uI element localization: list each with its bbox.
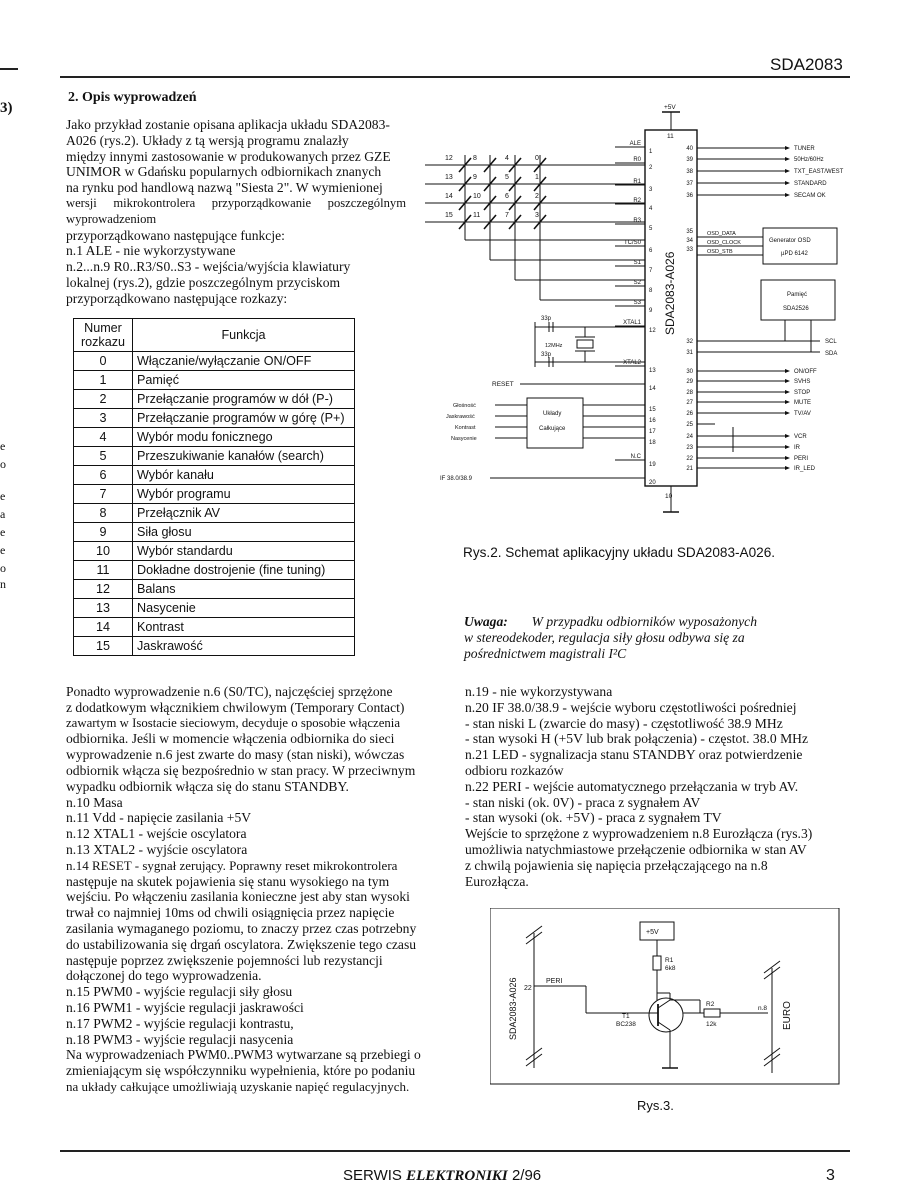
note: Uwaga: W przypadku odbiorników wyposażonych w stereodekoder, regulacja siły głosu odbywa się za pośrednictwem magistrali I²C — [464, 614, 758, 661]
pin-number: 26 — [686, 411, 693, 417]
pin-name: TC/S0 — [623, 240, 641, 246]
table-row: 13 Nasycenie — [74, 599, 355, 618]
pin-signal-label: ON/OFF — [794, 369, 817, 375]
svg-text:T1: T1 — [622, 1013, 630, 1020]
pin-bottom: 10 — [665, 493, 673, 500]
pin-number: 24 — [686, 434, 693, 440]
pin-number: 20 — [649, 480, 656, 486]
footer-magazine: SERWIS ELEKTRONIKI 2/96 — [343, 1167, 542, 1184]
table-row: 10 Wybór standardu — [74, 542, 355, 561]
pin-number: 31 — [686, 350, 693, 356]
figure-3-caption: Rys.3. — [637, 1098, 674, 1113]
right-pins — [686, 146, 843, 472]
pin-number: 12 — [649, 328, 656, 334]
memory-chip — [697, 280, 837, 357]
pin-number: 39 — [686, 157, 693, 163]
pin-number: 34 — [686, 238, 693, 244]
euro-label: EURO — [782, 1001, 793, 1030]
svg-text:22: 22 — [524, 985, 532, 992]
svg-text:Nasycenie: Nasycenie — [451, 436, 477, 442]
header-part: SDA2083 — [770, 55, 843, 74]
figure-3-frame — [490, 908, 839, 1084]
intro-paragraph: Jako przykład zostanie opisana aplikacja układu SDA2083- A026 (rys.2). Układy z tą wersją programu znalazły między innymi zastosowanie w produkowanych przez GZE UNIMOR w Gdańsku popularnych odbiornikach znanych na rynku pod handlową nazwą "Siesta 2". W wymienionej wersji mikrokontrolera przyporządkowanie poszczególnym wyprowadzeniom przyporządkowano następujące funkcje: n.1 ALE - nie wykorzystywane n.2...n.9 R0..R3/S0..S3 - wejścia/wyjścia klawiatury lokalnej (rys.2), gdzie poszczególnym przyciskom przyporządkowano następujące rozkazy: — [66, 117, 406, 306]
key-number: 10 — [473, 193, 481, 200]
svg-text:µPD 6142: µPD 6142 — [781, 251, 808, 257]
pin-number: 32 — [686, 339, 693, 345]
pin-number: 40 — [686, 146, 693, 152]
pin-name: R3 — [633, 218, 641, 224]
table-row: 12 Balans — [74, 580, 355, 599]
pin-number: 25 — [686, 422, 693, 428]
svg-text:SDA2526: SDA2526 — [783, 306, 809, 312]
key-number: 0 — [535, 155, 539, 162]
svg-text:12MHz: 12MHz — [545, 343, 563, 349]
vcc-label: +5V — [664, 104, 676, 111]
pin-name: S3 — [633, 300, 641, 306]
table-row: 0 Włączanie/wyłączanie ON/OFF — [74, 352, 355, 371]
svg-text:Układy: Układy — [543, 411, 562, 417]
table-header-row: Numer rozkazu Funkcja — [74, 319, 355, 352]
header-rule — [60, 76, 850, 78]
svg-text:SCL: SCL — [825, 339, 837, 345]
command-table — [73, 318, 355, 656]
pin-number: 22 — [686, 456, 693, 462]
key-number: 4 — [505, 155, 509, 162]
left-column-text: Ponadto wyprowadzenie n.6 (S0/TC), najczęściej sprzężone z dodatkowym włącznikiem chwilowym (Temporary Contact) zawartym w Isostacie sieciowym, decyduje o sposobie włączenia odbiornika. Jeśli w momencie włączenia odbiornika do sieci wyprowadzenie n.6 jest zwarte do masy (stan niski), wówczas odbiornik włącza się bezpośrednio w stan pracy. W przeciwnym wypadku odbiornik włącza się do stanu STANDBY. n.10 Masa n.11 Vdd - napięcie zasilania +5V n.12 XTAL1 - wejście oscylatora n.13 XTAL2 - wyjście oscylatora n.14 RESET - sygnał zerujący. Poprawny reset mikrokontrolera następuje na skutek pojawienia się stanu wysokiego na tym wejściu. Po włączeniu zasilania konieczne jest aby stan wysoki trwał co najmniej 10ms od chwili osiągnięcia przez napięcie zasilania wymaganego poziomu, to znaczy przez czas potrzebny do ustabilizowania się drgań oscylatora. Zwiększenie tego czasu następuje poprzez zwiększenie pojemności lub rezystancji dołączonej do tego wyprowadzenia. n.15 PWM0 - wyjście regulacji siły głosu n.16 PWM1 - wyjście regulacji jaskrawości n.17 PWM2 - wyjście regulacji kontrastu, n.18 PWM3 - wyjście regulacji nasycenia Na wyprowadzeniach PWM0..PWM3 wytwarzane są przebiegi o zmieniającym się współczynniku wypełnienia, które po podaniu na układy całkujące umożliwiają uzyskanie napięć regulacyjnych. — [66, 684, 421, 1094]
svg-text:33p: 33p — [541, 352, 552, 358]
pin-name: ALE — [629, 141, 641, 147]
svg-text:Głośność: Głośność — [453, 403, 476, 409]
svg-text:6k8: 6k8 — [665, 965, 676, 972]
pin-name: S1 — [633, 260, 641, 266]
pin-signal-label: IR — [794, 445, 800, 451]
key-number: 1 — [535, 174, 539, 181]
pin-signal-label: VCR — [794, 434, 807, 440]
left-pins — [615, 141, 656, 486]
pin-number: 3 — [649, 187, 653, 193]
pin-signal-label: SVHS — [794, 379, 811, 385]
pin-number: 27 — [686, 400, 693, 406]
table-row: 4 Wybór modu fonicznego — [74, 428, 355, 447]
svg-text:Pamięć: Pamięć — [787, 292, 808, 298]
table-row: 8 Przełącznik AV — [74, 504, 355, 523]
page-number: 3 — [826, 1167, 835, 1184]
svg-text:12k: 12k — [706, 1021, 717, 1028]
pin-number: 6 — [649, 248, 653, 254]
note-label: Uwaga: — [464, 614, 508, 629]
table-row: 2 Przełączanie programów w dół (P-) — [74, 390, 355, 409]
figure-2-schematic — [415, 100, 855, 520]
table-row: 7 Wybór programu — [74, 485, 355, 504]
table-row: 3 Przełączanie programów w górę (P+) — [74, 409, 355, 428]
key-number: 12 — [445, 155, 453, 162]
pin-signal-label: SECAM OK — [794, 193, 826, 199]
key-number: 5 — [505, 174, 509, 181]
svg-text:BC238: BC238 — [616, 1021, 636, 1028]
osd-generator — [697, 228, 837, 264]
pin-number: 28 — [686, 390, 693, 396]
pin-number: 5 — [649, 226, 653, 232]
margin-mark: 3) — [0, 100, 13, 116]
pin-signal-label: 50Hz/60Hz — [794, 157, 824, 163]
integrators — [446, 398, 645, 448]
footer-rule — [60, 1150, 850, 1152]
table-row: 5 Przeszukiwanie kanałów (search) — [74, 447, 355, 466]
pin-number: 18 — [649, 440, 656, 446]
pin-number: 30 — [686, 369, 693, 375]
pin-number: 37 — [686, 181, 693, 187]
table-row: 15 Jaskrawość — [74, 637, 355, 656]
pin-number: 17 — [649, 429, 656, 435]
pin-number: 4 — [649, 206, 653, 212]
pin-signal-label: STANDARD — [794, 181, 827, 187]
svg-text:PERI: PERI — [546, 978, 563, 985]
svg-text:OSD_CLOCK: OSD_CLOCK — [707, 240, 741, 246]
figure-3-schematic — [490, 908, 840, 1088]
pin-number: 7 — [649, 268, 653, 274]
pin-number: 21 — [686, 466, 693, 472]
svg-text:n.8: n.8 — [758, 1005, 768, 1012]
key-number: 6 — [505, 193, 509, 200]
key-number: 11 — [473, 212, 481, 219]
svg-text:Całkujące: Całkujące — [539, 426, 566, 432]
key-number: 7 — [505, 212, 509, 219]
pin-number: 15 — [649, 407, 656, 413]
key-number: 8 — [473, 155, 477, 162]
pin-name: XTAL2 — [623, 360, 641, 366]
pin-signal-label: TUNER — [794, 146, 815, 152]
reset-label: RESET — [492, 381, 514, 388]
pin-name: R2 — [633, 198, 641, 204]
svg-text:Generator OSD: Generator OSD — [769, 238, 811, 244]
fig3-chip-label: SDA2083-A026 — [508, 977, 518, 1040]
if-label: IF 38.0/38.9 — [440, 476, 473, 482]
pin-signal-label: STOP — [794, 390, 811, 396]
svg-text:R1: R1 — [665, 957, 674, 964]
pin-number: 36 — [686, 193, 693, 199]
svg-text:Kontrast: Kontrast — [455, 425, 476, 431]
figure-2-caption: Rys.2. Schemat aplikacyjny układu SDA2083-A026. — [463, 545, 776, 560]
pin-number: 33 — [686, 247, 693, 253]
svg-text:SDA: SDA — [825, 351, 838, 357]
pin-signal-label: TV/AV — [794, 411, 811, 417]
pin-name: XTAL1 — [623, 320, 641, 326]
table-row: 1 Pamięć — [74, 371, 355, 390]
key-number: 14 — [445, 193, 453, 200]
right-column-text: n.19 - nie wykorzystywana n.20 IF 38.0/38.9 - wejście wyboru częstotliwości pośredniej - stan niski L (zwarcie do masy) - częstotliwość 38.9 MHz - stan wysoki H (+5V lub brak połączenia) - częstot. 38.0 MHz n.21 LED - sygnalizacja stanu STANDBY oraz potwierdzenie odbioru rozkazów n.22 PERI - wejście automatycznego przełączania w tryb AV. - stan niski (ok. 0V) - praca z sygnałem AV - stan wysoki (ok. +5V) - praca z sygnałem TV Wejście to sprzężone z wyprowadzeniem n.8 Eurozłącza (rys.3) umożliwia natychmiastowe przełączenie odbiornika w stan AV z chwilą pojawienia się napięcia przełączającego na n.8 Eurozłącza. — [465, 684, 813, 889]
margin-dash — [0, 68, 18, 70]
pin-number: 1 — [649, 149, 653, 155]
key-number: 3 — [535, 212, 539, 219]
key-number: 2 — [535, 193, 539, 200]
pin-name: N.C — [630, 454, 641, 460]
key-number: 13 — [445, 174, 453, 181]
pin-number: 14 — [649, 386, 656, 392]
pin-number: 2 — [649, 165, 653, 171]
table-row: 9 Siła głosu — [74, 523, 355, 542]
pin-number: 35 — [686, 229, 693, 235]
pin-number: 23 — [686, 445, 693, 451]
pin-signal-label: PERI — [794, 456, 809, 462]
pin-number: 29 — [686, 379, 693, 385]
svg-text:R2: R2 — [706, 1001, 715, 1008]
pin-name: R0 — [633, 157, 641, 163]
key-number: 15 — [445, 212, 453, 219]
table-row: 6 Wybór kanału — [74, 466, 355, 485]
key-number: 9 — [473, 174, 477, 181]
pin-name: S2 — [633, 280, 641, 286]
keyboard-matrix — [425, 155, 645, 300]
pin-number: 38 — [686, 169, 693, 175]
chip-label: SDA2083-A026 — [663, 251, 677, 335]
pin-name: R1 — [633, 179, 641, 185]
pin-number: 13 — [649, 368, 656, 374]
svg-text:OSD_DATA: OSD_DATA — [707, 231, 736, 237]
pin-number: 8 — [649, 288, 653, 294]
table-row: 11 Dokładne dostrojenie (fine tuning) — [74, 561, 355, 580]
pin-number: 9 — [649, 308, 653, 314]
pin-number: 19 — [649, 462, 656, 468]
svg-text:OSD_STB: OSD_STB — [707, 249, 733, 255]
pin-signal-label: TXT_EAST/WEST — [794, 169, 844, 175]
svg-text:+5V: +5V — [646, 929, 659, 936]
pin-number: 16 — [649, 418, 656, 424]
table-row: 14 Kontrast — [74, 618, 355, 637]
svg-text:Jaskrawość: Jaskrawość — [446, 414, 475, 420]
pin-signal-label: MUTE — [794, 400, 811, 406]
pin-top: 11 — [667, 133, 674, 140]
section-title: 2. Opis wyprowadzeń — [68, 90, 197, 105]
pin-signal-label: IR_LED — [794, 466, 816, 472]
svg-text:33p: 33p — [541, 316, 552, 322]
